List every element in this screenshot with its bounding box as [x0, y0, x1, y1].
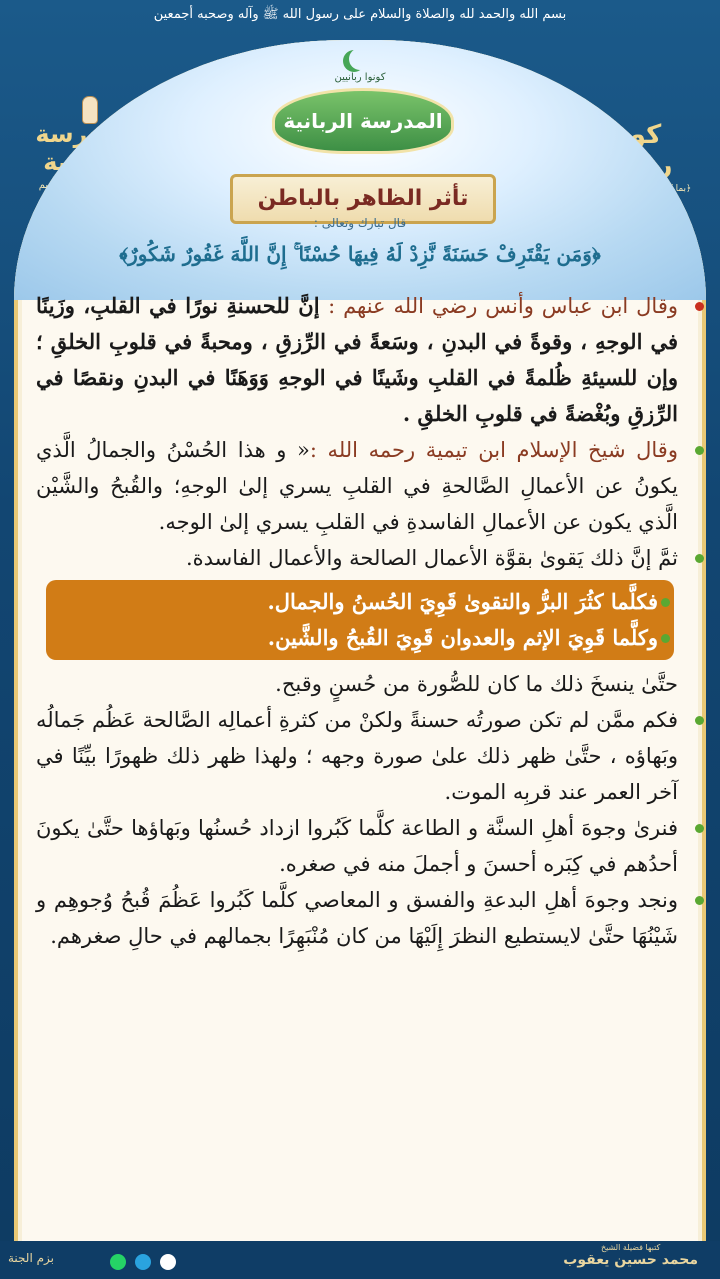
bullet-icon	[695, 824, 704, 833]
basmala-banner: بسم الله والحمد لله والصلاة والسلام على رسول الله ﷺ وآله وصحبه أجمعين	[153, 7, 567, 22]
signature-name: محمد حسين يعقوب	[563, 1252, 698, 1268]
quran-verse: ﴿وَمَن يَقْتَرِفْ حَسَنَةً نَّزِدْ لَهُ فِيهَا حُسْنًا ۚ إِنَّ اللَّهَ غَفُورٌ شَكُورٌ﴾	[119, 242, 601, 266]
page-title: تأثر الظاهر بالباطن	[230, 174, 496, 224]
paragraph-people-of-innovation	[36, 882, 684, 954]
signature-caption: كتبها فضيلة الشيخ	[600, 1243, 661, 1252]
crescent-icon	[349, 48, 371, 70]
footer-brand: بزم الجنة	[8, 1251, 54, 1265]
highlight-box	[46, 580, 674, 660]
paragraph-text: فكم ممَّن لم تكن صورتُه حسنةً ولكنْ من كثرةِ أعمالِه الصَّالحة عَظُم جَمالُه وبَهاؤه ، حتَّىٰ ظهر ذلك علىٰ صورة وجهه ؛ ولهذا ظهر ذلك ظهورًا بيِّنًا في آخر العمر عند قربِه الموت.	[36, 708, 678, 804]
center-logo-badge: المدرسة الربانية	[272, 88, 454, 154]
share-icon[interactable]	[160, 1254, 176, 1270]
paragraph-text: ثمَّ إنَّ ذلك يَقوىٰ بقوَّة الأعمال الصالحة والأعمال الفاسدة.	[185, 546, 678, 570]
paragraph-how-many	[36, 702, 684, 810]
paragraph-strengthening	[36, 540, 684, 576]
paragraph-text: إنَّ للحسنةِ نورًا في القلبِ، وزَينًا في الوجهِ ، وقوةً في البدنِ ، وسَعةً في الرِّزقِ ، ومحبةً في قلوبِ الخلقِ ؛ وإن للسيئةِ ظُلمةً في القلبِ وشَينًا في الوجهِ وَوَهَنًا في البدنِ ونقصًا في الرِّزقِ وبُغْضةً في قلوبِ الخلقِ .	[36, 293, 678, 426]
paragraph-ibn-taymiyya	[36, 432, 684, 540]
whatsapp-icon[interactable]	[110, 1254, 126, 1270]
footer-bar	[0, 1241, 720, 1279]
bullet-icon	[695, 716, 704, 725]
highlight-text: وكلَّما قَوِيَ الإثم والعدوان قَوِيَ القُبحُ والشَّين.	[267, 625, 658, 650]
bullet-icon	[695, 896, 704, 905]
paragraph-text: فنرىٰ وجوهَ أهلِ السنَّة و الطاعة كلَّما كَبُروا ازداد حُسنُها وبَهاؤها حتَّىٰ يكونَ أحدُهم في كِبَره أحسنَ و أجملَ منه في صغره.	[36, 816, 678, 876]
highlight-line	[62, 620, 658, 656]
bullet-icon	[661, 598, 670, 607]
article-body	[36, 288, 684, 954]
center-logo-caption: كونوا ربانيين	[334, 72, 386, 83]
bullet-icon	[695, 446, 704, 455]
bullet-icon	[695, 302, 704, 311]
verse-intro: قال تبارك وتعالى :	[313, 216, 407, 230]
bullet-icon	[695, 554, 704, 563]
highlight-text: فكلَّما كثُرَ البرُّ والتقوىٰ قَوِيَ الحُسنُ والجمال.	[267, 589, 658, 614]
paragraph-text: « و هذا الحُسْنُ والجمالُ الَّذي يكونُ عن الأعمالِ الصَّالحةِ في القلبِ يسري إلىٰ الوجهِ؛ والقُبحُ والشَّيْن الَّذي يكون عن الأعمالِ الفاسدةِ في القلبِ يسري إلىٰ الوجه.	[36, 438, 678, 534]
paragraph-text: حتَّىٰ ينسخَ ذلك ما كان للصُّورة من حُسنٍ وقبح.	[275, 672, 678, 696]
paragraph-people-of-sunnah	[36, 810, 684, 882]
bullet-icon	[661, 634, 670, 643]
social-icons	[110, 1251, 180, 1270]
paragraph-text: ونجد وجوهَ أهلِ البدعةِ والفسق و المعاصي كلَّما كَبُروا عَظُمَ قُبحُ وُجوهِم و شَيْنُهَا حتَّىٰ لايستطيع النظرَ إِلَيْهَا من كان مُنْبَهِرًا بجمالهم في حالِ صغرهم.	[36, 888, 678, 948]
paragraph-ibn-abbas	[36, 288, 684, 432]
author-signature	[563, 1243, 698, 1268]
paragraph-lead: وقال شيخ الإسلام ابن تيمية رحمه الله :	[309, 438, 678, 462]
highlight-line	[62, 584, 658, 620]
paragraph-abrogation	[36, 666, 684, 702]
telegram-icon[interactable]	[135, 1254, 151, 1270]
paragraph-lead: وقال ابن عباس وأنس رضي الله عنهم :	[328, 294, 678, 318]
